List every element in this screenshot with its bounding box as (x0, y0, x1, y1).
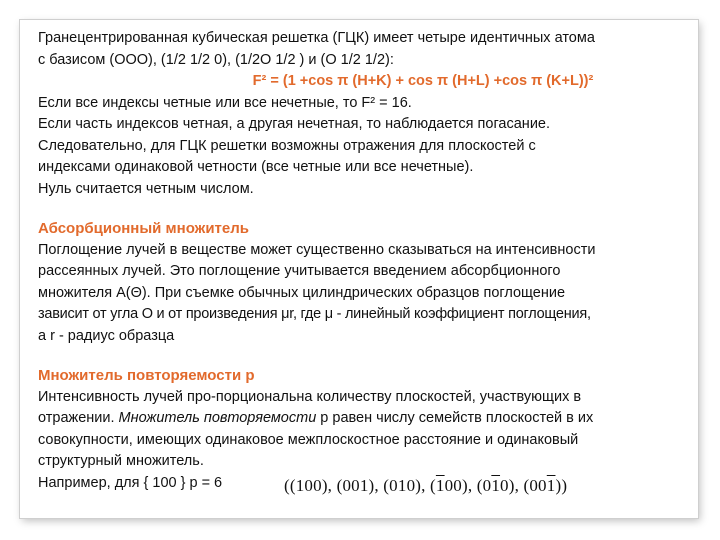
text-line: Если все индексы четные или все нечетные, то F² = 16. (38, 94, 412, 111)
plane-family-list: ((100), (001), (010), (100), (010), (001)) (284, 475, 568, 495)
section-heading-absorption: Абсорбционный множитель (38, 220, 249, 237)
text-line: Гранецентрированная кубическая решетка (ГЦК) имеет четыре идентичных атома (38, 30, 595, 46)
example-text: Например, для { 100 } р = 6 (38, 474, 223, 491)
example-row (38, 473, 698, 495)
section-heading-multiplicity: Множитель повторяемости р (38, 367, 255, 384)
text-line (38, 408, 698, 430)
emphasis-text: Множитель повторяемости (118, 410, 317, 426)
text-line: индексами одинаковой четности (все четные или все нечетные). (38, 159, 474, 175)
text-line: с базисом (ООО), (1/2 1/2 0), (1/2О 1/2 ) и (О 1/2 1/2): (38, 51, 394, 68)
text-line: Если часть индексов четная, а другая нечетная, то наблюдается погасание. (38, 116, 551, 132)
text-line: Нуль считается четным числом. (38, 180, 254, 197)
text-line: множителя А(Θ). При съемке обычных цилиндрических образцов поглощение (38, 284, 566, 301)
text-line: рассеянных лучей. Это поглощение учитывается введением абсорбционного (38, 263, 561, 279)
text-line: структурный множитель. (38, 453, 204, 469)
text-line: Интенсивность лучей про-порциональна количеству плоскостей, участвующих в (38, 388, 582, 405)
structure-factor-formula: F² = (1 +cos π (H+K) + cos π (H+L) +cos π (K+L))² (252, 73, 594, 89)
text-line: Следовательно, для ГЦК решетки возможны отражения для плоскостей с (38, 137, 536, 154)
slide-content (38, 28, 698, 494)
text-line: совокупности, имеющих одинаковое межплоскостное расстояние и одинаковый (38, 431, 579, 448)
text-fragment: отражении. (38, 410, 119, 426)
text-fragment: р равен числу семейств плоскостей в их (316, 410, 594, 426)
text-line: а r - радиус образца (38, 327, 175, 344)
text-line: Поглощение лучей в веществе может существенно сказываться на интенсивности (38, 241, 596, 258)
text-line: зависит от угла О и от произведения μr, где μ - линейный коэффициент поглощения, (38, 306, 591, 322)
